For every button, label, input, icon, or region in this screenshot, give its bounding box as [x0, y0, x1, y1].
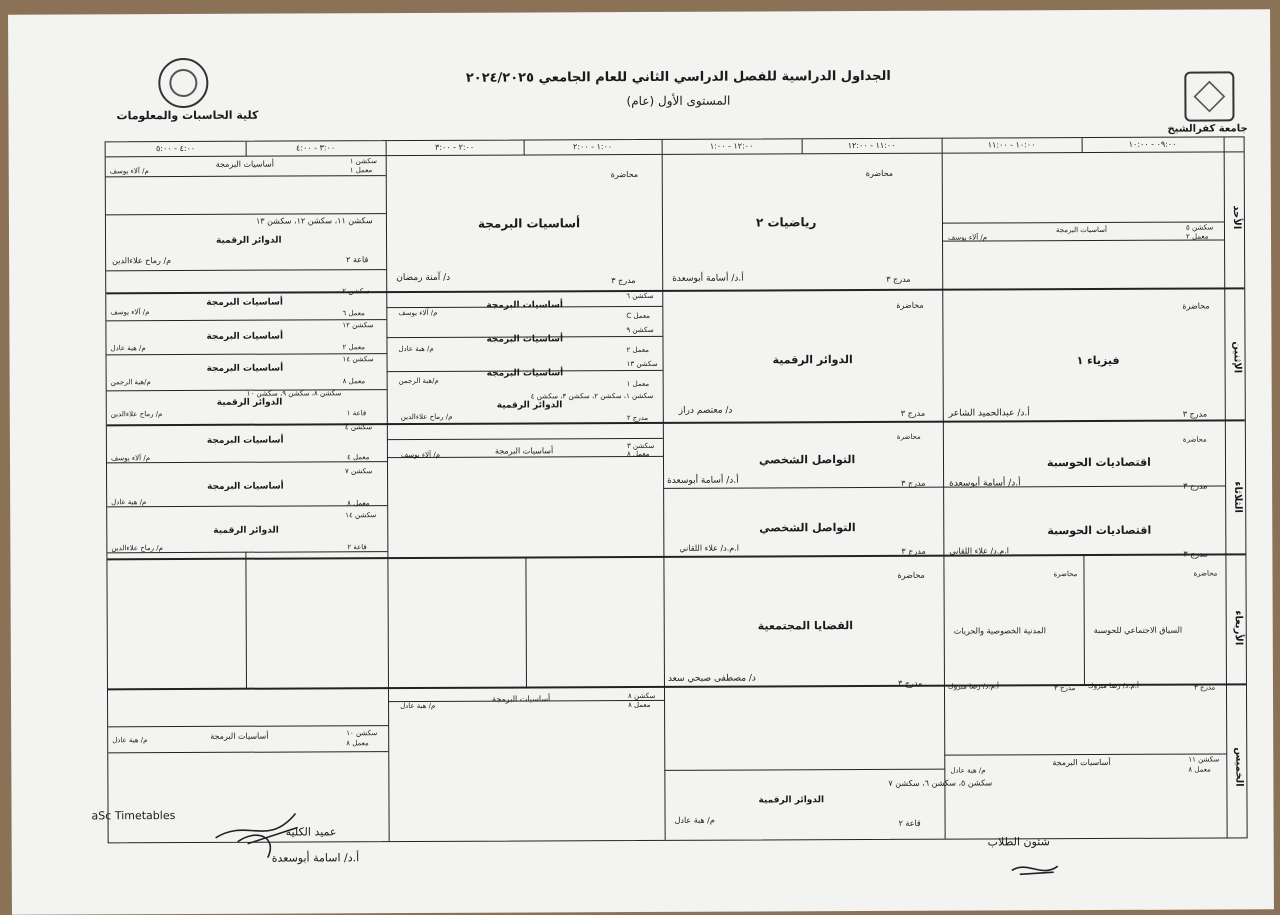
room: معمل ٤ [346, 453, 370, 462]
section-label: سكشن ٣ [626, 441, 655, 451]
day-label: الثلاثاء [1232, 481, 1244, 514]
staff: د/ مصطفى صبحي سعد [667, 673, 756, 684]
room: قاعة ١ [346, 409, 367, 418]
entry-kind: محاضرة [897, 570, 925, 580]
room: معمل ٨ [346, 739, 369, 748]
room: مدرج ٢ [626, 413, 649, 423]
entry-kind: محاضرة [865, 168, 894, 179]
course-title: الدوائر الرقمية [213, 525, 279, 536]
course-title: الدوائر الرقمية [216, 235, 282, 246]
staff: م/هبة الرجمن [110, 378, 151, 387]
section-label: سكشن ١، سكشن ٢، سكشن ٣، سكشن ٤ [530, 391, 654, 401]
staff: م/ آلاء يوسف [948, 233, 988, 242]
course-title: السياق الاجتماعي للحوسبة [1093, 625, 1183, 636]
dean-title: عميد الكلية [285, 825, 337, 839]
timetable-sheet [8, 9, 1274, 914]
section-label: سكشن ٧ [345, 467, 373, 476]
staff: ا.م.د/ علاء اللقاني [949, 546, 1010, 556]
room: مدرج ٣ [1053, 684, 1076, 693]
staff: أ.م.د/ رضا مبروك [1087, 681, 1139, 691]
room: قاعة ٢ [898, 818, 921, 828]
course-title: المدنية الخصوصية والحريات [953, 626, 1046, 636]
course-title: رياضيات ٢ [755, 215, 817, 230]
entry-kind: محاضرة [610, 170, 639, 180]
room: مدرج ٣ [1193, 683, 1216, 692]
room: معمل ٢ [1186, 232, 1209, 241]
course-title: القضايا المجتمعية [757, 619, 854, 633]
entry-kind: محاضرة [1182, 435, 1207, 444]
course-title: أساسيات البرمجة [1052, 757, 1111, 768]
staff: م/ رماح علاءالدين [111, 544, 163, 553]
course-title: أساسيات البرمجة [486, 334, 564, 345]
section-label: سكشن ٨، سكشن ٩، سكشن ١٠ [246, 389, 342, 398]
room: مدرج ٣ [1183, 549, 1208, 559]
room: مدرج ٣ [1182, 409, 1208, 419]
course-title: أساسيات البرمجة [1055, 225, 1107, 235]
staff: ا.م.د/ علاء اللقاني [679, 543, 740, 553]
room: مدرج ٣ [900, 408, 926, 418]
day-label: الأربعاء [1232, 609, 1244, 645]
student-affairs-label: شئون الطلاب [987, 835, 1050, 849]
course-title: الدوائر الرقمية [772, 353, 853, 367]
course-title: أساسيات البرمجة [486, 368, 564, 379]
room: مدرج ٣ [611, 276, 636, 286]
staff: م/ آلاء يوسف [110, 308, 150, 317]
level-subtitle: المستوى الأول (عام) [626, 93, 731, 109]
staff: م/ آلاء يوسف [398, 308, 438, 318]
staff: أ.د/ أسامة أبوسعدة [949, 478, 1021, 489]
section-label: سكشن ٨ [628, 691, 656, 701]
time-slot-header: ١٢:٠٠ - ١:٠٠ [709, 141, 754, 151]
timetable-grid [105, 136, 1248, 843]
section-label: سكشن ١٤ [345, 511, 377, 520]
course-title: أساسيات البرمجة [210, 731, 269, 741]
section-label: سكشن ١١، سكشن ١٢، سكشن ١٣ [255, 216, 373, 226]
staff: م/ آلاء يوسف [400, 450, 441, 460]
course-title: أساسيات البرمجة [486, 300, 563, 311]
entry-kind: محاضرة [1193, 569, 1218, 578]
staff: م/هبة الرجمن [398, 376, 439, 386]
staff: م/ رماح علاءالدين [110, 410, 163, 419]
section-label: سكشن ٢ [342, 287, 370, 296]
staff: د/ معتصم دراز [678, 405, 733, 416]
room: معمل C [626, 311, 650, 321]
staff: م/ رماح علاءالدين [400, 412, 453, 422]
faculty-logo [158, 58, 208, 108]
staff: م/ هبة عادل [674, 815, 715, 825]
course-title: أساسيات البرمجة [215, 159, 274, 169]
entry-kind: محاضرة [1182, 301, 1210, 311]
dean-name: أ.د/ اسامة أبوسعدة [271, 851, 360, 865]
faculty-name: كلية الحاسبات والمعلومات [116, 108, 259, 123]
section-label: سكشن ١٢ [342, 321, 374, 330]
course-title: أساسيات البرمجة [206, 297, 283, 308]
staff: أ.د/ أسامة أبوسعدة [672, 273, 744, 284]
staff: أ.م.د/ رضا مبروك [947, 682, 1000, 691]
section-label: سكشن ٥ [1185, 223, 1214, 232]
section-label: سكشن ٥، سكشن ٦، سكشن ٧ [888, 778, 993, 788]
course-title: أساسيات البرمجة [492, 694, 551, 704]
room: معمل ٢ [342, 343, 365, 352]
section-label: سكشن ١٣ [626, 359, 658, 369]
room: معمل ٦ [342, 309, 365, 318]
course-title: أساسيات البرمجة [206, 435, 284, 446]
section-label: سكشن ١٠ [346, 729, 378, 738]
time-slot-header: ٢:٠٠ - ٣:٠٠ [435, 142, 475, 152]
time-slot-header: ١:٠٠ - ٢:٠٠ [573, 142, 613, 152]
room: معمل ٨ [626, 449, 650, 459]
room: معمل ٨ [347, 499, 370, 508]
room: معمل ٨ [342, 377, 366, 386]
staff: م/ هبة عادل [111, 498, 147, 507]
staff: م/ هبة عادل [112, 736, 148, 745]
section-label: سكشن ١ [349, 157, 377, 166]
course-title: اقتصاديات الحوسبة [1047, 523, 1152, 538]
course-title: أساسيات البرمجة [206, 363, 284, 374]
staff: د/ آمنة رمضان [396, 272, 451, 284]
university-logo [1184, 71, 1234, 121]
section-label: سكشن ٤ [344, 423, 373, 432]
dean-signature [208, 807, 308, 867]
staff: م/ هبة عادل [400, 701, 436, 711]
room: معمل ١ [349, 166, 373, 175]
room: معمل ١ [626, 379, 650, 389]
section-label: سكشن ١١ [1188, 755, 1220, 764]
course-title: الدوائر الرقمية [216, 397, 283, 408]
course-title: أساسيات البرمجة [207, 481, 284, 492]
room: معمل ٢ [626, 345, 649, 355]
software-credit: aSc Timetables [91, 809, 176, 823]
time-slot-header: ١١:٠٠ - ١٢:٠٠ [847, 140, 896, 151]
section-label: سكشن ١٤ [342, 355, 374, 364]
room: قاعة ٢ [346, 255, 369, 265]
course-title: اقتصاديات الحوسبة [1046, 455, 1151, 470]
entry-kind: محاضرة [896, 432, 921, 441]
staff: أ.د/ أسامة أبوسعدة [667, 475, 739, 486]
staff: م/ آلاء يوسف [110, 454, 151, 463]
room: معمل ٨ [1188, 765, 1211, 774]
course-title: الدوائر الرقمية [758, 795, 825, 806]
section-label: سكشن ٦ [626, 291, 654, 301]
staff: م/ هبة عادل [110, 344, 146, 353]
day-label: الخميس [1233, 747, 1245, 788]
room: مدرج ٣ [1183, 481, 1208, 491]
course-title: أساسيات البرمجة [494, 446, 554, 456]
course-title: أساسيات البرمجة [477, 216, 581, 231]
staff: م/ رماح علاءالدين [112, 256, 172, 266]
staff: م/ آلاء يوسف [109, 167, 149, 176]
section-label: سكشن ٩ [626, 325, 654, 335]
staff: م/ هبة عادل [398, 344, 434, 354]
day-label: الأحد [1230, 205, 1242, 230]
time-slot-header: ٤:٠٠ - ٥:٠٠ [156, 143, 196, 154]
staff: أ.د/ عبدالحميد الشاعر [948, 408, 1030, 419]
room: مدرج ٣ [901, 546, 926, 556]
course-title: التواصل الشخصي [759, 521, 856, 535]
staff: م/ هبة عادل [950, 766, 986, 775]
room: مدرج ٣ [901, 478, 926, 488]
time-slot-header: ٣:٠٠ - ٤:٠٠ [296, 143, 336, 153]
university-name: جامعة كفرالشيخ [1167, 123, 1248, 135]
entry-kind: محاضرة [1053, 570, 1078, 579]
affairs-signature [1008, 856, 1068, 882]
room: معمل ٨ [628, 700, 651, 710]
time-slot-header: ٠٩:٠٠ - ١٠:٠٠ [1128, 139, 1177, 149]
course-title: الدوائر الرقمية [496, 400, 563, 411]
time-slot-header: ١٠:٠٠ - ١١:٠٠ [987, 140, 1036, 150]
course-title: أساسيات البرمجة [206, 331, 284, 342]
day-label: الإثنين [1231, 341, 1243, 374]
room: مدرج ٣ [886, 274, 911, 284]
page-title: الجداول الدراسية للفصل الدراسي الثاني للعام الجامعي ٢٠٢٤/٢٠٢٥ [465, 68, 891, 86]
course-title: التواصل الشخصي [758, 453, 856, 467]
entry-kind: محاضرة [896, 300, 924, 310]
room: قاعة ٢ [347, 543, 367, 552]
course-title: فيزياء ١ [1076, 353, 1120, 368]
room: مدرج ٣ [897, 678, 923, 688]
